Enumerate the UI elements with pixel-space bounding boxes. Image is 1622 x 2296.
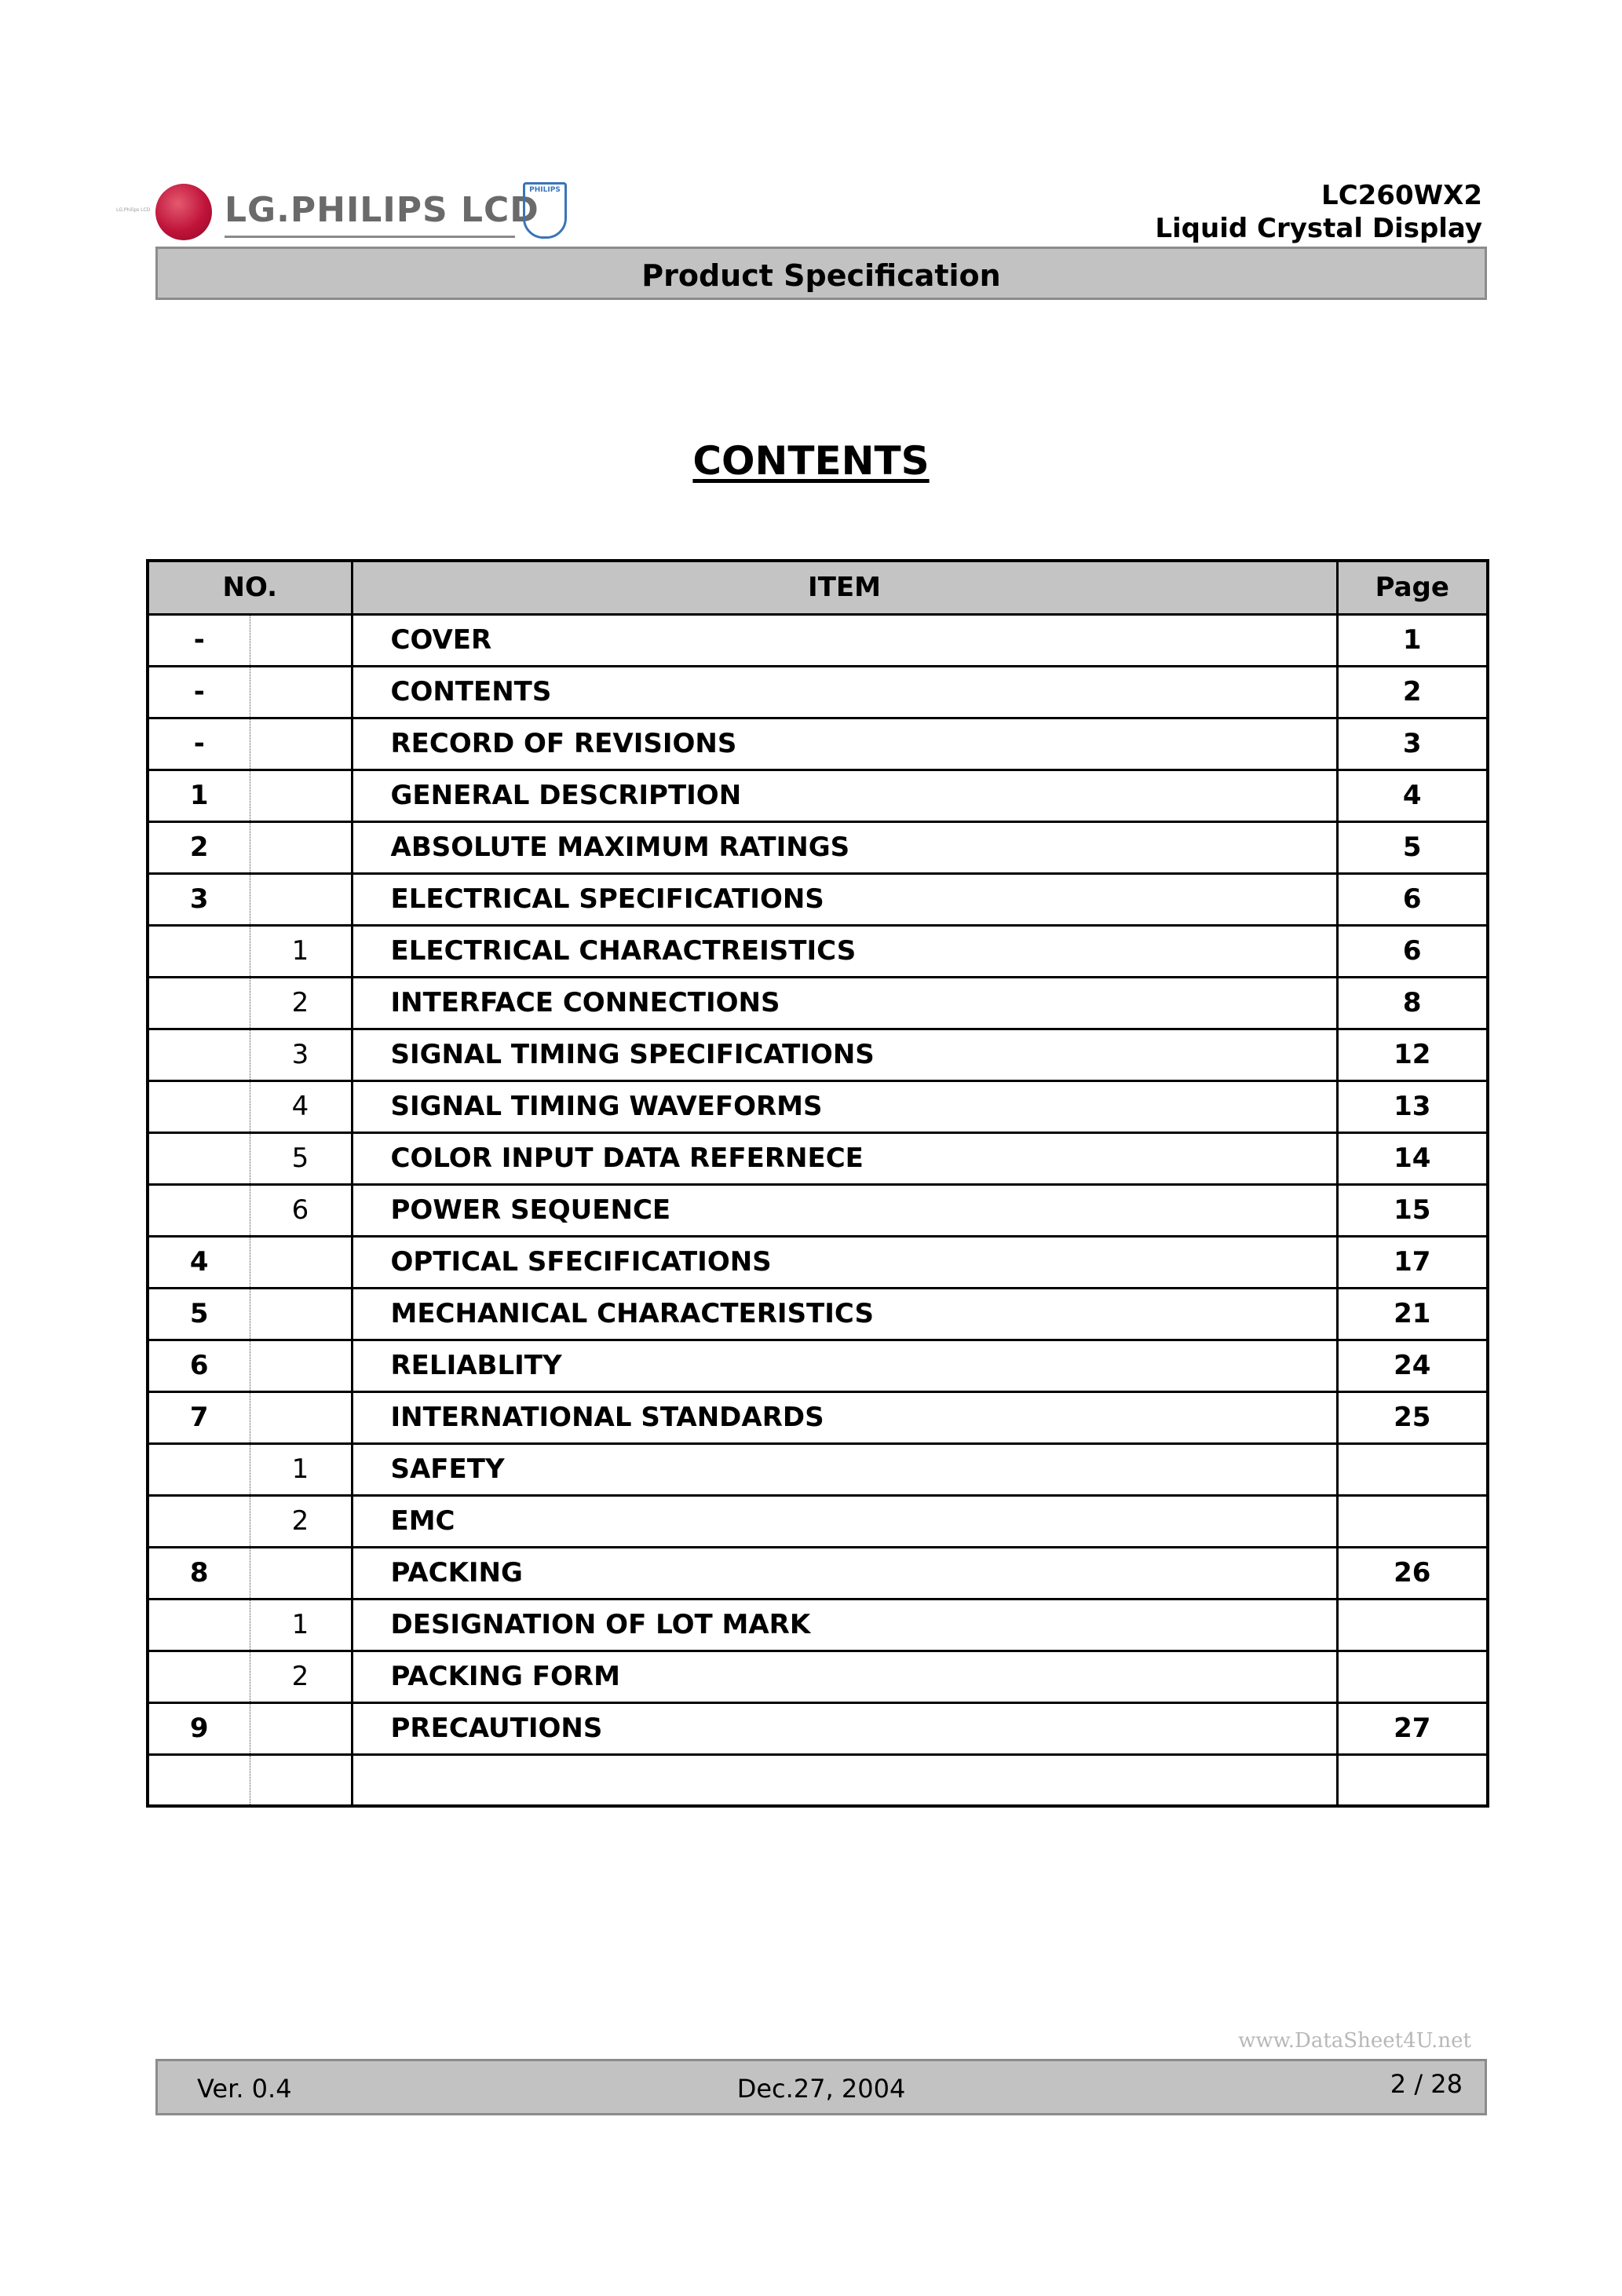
row-page: 6	[1337, 873, 1488, 925]
row-number	[148, 1184, 250, 1236]
table-row	[148, 1702, 1488, 1754]
table-row	[148, 821, 1488, 873]
row-subnumber: 2	[250, 1495, 352, 1547]
row-subnumber	[250, 718, 352, 770]
logo-underline	[225, 236, 515, 238]
row-subnumber	[250, 1702, 352, 1754]
row-number	[148, 977, 250, 1029]
row-page	[1337, 1443, 1488, 1495]
footer-date: Dec.27, 2004	[736, 2074, 906, 2104]
table-row	[148, 1754, 1488, 1806]
table-row	[148, 1184, 1488, 1236]
row-page: 3	[1337, 718, 1488, 770]
row-item: GENERAL DESCRIPTION	[352, 770, 1337, 821]
row-subnumber: 6	[250, 1184, 352, 1236]
table-row	[148, 1599, 1488, 1651]
row-item: ELECTRICAL CHARACTREISTICS	[352, 925, 1337, 977]
table-body	[148, 614, 1488, 1806]
table-header-row	[148, 561, 1488, 614]
footer-version: Ver. 0.4	[197, 2074, 292, 2104]
header-band	[155, 247, 1487, 300]
row-page: 27	[1337, 1702, 1488, 1754]
table-row	[148, 977, 1488, 1029]
table-row	[148, 1288, 1488, 1340]
row-page: 24	[1337, 1340, 1488, 1391]
row-subnumber	[250, 666, 352, 718]
row-subnumber: 1	[250, 1599, 352, 1651]
row-page: 1	[1337, 614, 1488, 666]
row-page: 2	[1337, 666, 1488, 718]
row-number	[148, 1651, 250, 1702]
table-row	[148, 1340, 1488, 1391]
row-page: 12	[1337, 1029, 1488, 1080]
lg-face-icon	[155, 184, 212, 240]
row-number	[148, 1443, 250, 1495]
row-item: INTERFACE CONNECTIONS	[352, 977, 1337, 1029]
row-subnumber	[250, 1547, 352, 1599]
row-subnumber: 1	[250, 925, 352, 977]
row-item: ABSOLUTE MAXIMUM RATINGS	[352, 821, 1337, 873]
row-subnumber	[250, 1754, 352, 1806]
row-item	[352, 1754, 1337, 1806]
row-item: SAFETY	[352, 1443, 1337, 1495]
spec-title: Product Specification	[641, 258, 1001, 293]
row-subnumber	[250, 821, 352, 873]
row-subnumber: 2	[250, 1651, 352, 1702]
document-id	[1155, 179, 1482, 245]
row-item: EMC	[352, 1495, 1337, 1547]
table-row	[148, 873, 1488, 925]
table-row	[148, 1029, 1488, 1080]
row-subnumber	[250, 1236, 352, 1288]
row-page: 26	[1337, 1547, 1488, 1599]
row-subnumber	[250, 770, 352, 821]
row-item: PACKING	[352, 1547, 1337, 1599]
row-number: 2	[148, 821, 250, 873]
page-title: CONTENTS	[692, 438, 930, 484]
table-row	[148, 925, 1488, 977]
row-subnumber	[250, 873, 352, 925]
row-page: 21	[1337, 1288, 1488, 1340]
row-number	[148, 1754, 250, 1806]
row-item: CONTENTS	[352, 666, 1337, 718]
row-item: DESIGNATION OF LOT MARK	[352, 1599, 1337, 1651]
table-row	[148, 1443, 1488, 1495]
row-page: 17	[1337, 1236, 1488, 1288]
product-type: Liquid Crystal Display	[1155, 213, 1482, 244]
table-row	[148, 614, 1488, 666]
row-subnumber	[250, 1288, 352, 1340]
row-item: SIGNAL TIMING SPECIFICATIONS	[352, 1029, 1337, 1080]
row-subnumber: 1	[250, 1443, 352, 1495]
shield-label: PHILIPS	[529, 186, 561, 194]
row-page: 14	[1337, 1132, 1488, 1184]
row-item: RELIABLITY	[352, 1340, 1337, 1391]
row-item: SIGNAL TIMING WAVEFORMS	[352, 1080, 1337, 1132]
row-page	[1337, 1599, 1488, 1651]
company-logo	[116, 176, 579, 254]
row-page: 5	[1337, 821, 1488, 873]
row-page: 6	[1337, 925, 1488, 977]
header-item: ITEM	[352, 561, 1337, 614]
row-page: 8	[1337, 977, 1488, 1029]
footer-band	[155, 2059, 1487, 2115]
header-page: Page	[1337, 561, 1488, 614]
row-page	[1337, 1651, 1488, 1702]
row-item: INTERNATIONAL STANDARDS	[352, 1391, 1337, 1443]
row-number: -	[148, 614, 250, 666]
row-number: 6	[148, 1340, 250, 1391]
row-page: 4	[1337, 770, 1488, 821]
row-number: -	[148, 666, 250, 718]
logo-wordmark: LG.PHILIPS LCD	[225, 190, 539, 230]
row-item: PRECAUTIONS	[352, 1702, 1337, 1754]
row-item: COLOR INPUT DATA REFERNECE	[352, 1132, 1337, 1184]
row-item: PACKING FORM	[352, 1651, 1337, 1702]
row-subnumber	[250, 1391, 352, 1443]
table-row	[148, 1080, 1488, 1132]
row-subnumber	[250, 1340, 352, 1391]
table-row	[148, 1132, 1488, 1184]
table-row	[148, 770, 1488, 821]
row-subnumber: 3	[250, 1029, 352, 1080]
row-subnumber: 2	[250, 977, 352, 1029]
row-item: POWER SEQUENCE	[352, 1184, 1337, 1236]
row-number: -	[148, 718, 250, 770]
watermark: www.DataSheet4U.net	[1238, 2029, 1471, 2053]
contents-table	[146, 559, 1489, 1808]
table-row	[148, 1651, 1488, 1702]
row-item: MECHANICAL CHARACTERISTICS	[352, 1288, 1337, 1340]
table-row	[148, 1547, 1488, 1599]
row-subnumber: 5	[250, 1132, 352, 1184]
row-number: 4	[148, 1236, 250, 1288]
row-number: 1	[148, 770, 250, 821]
row-page: 25	[1337, 1391, 1488, 1443]
table-row	[148, 1236, 1488, 1288]
table-row	[148, 1495, 1488, 1547]
row-item: RECORD OF REVISIONS	[352, 718, 1337, 770]
row-number	[148, 1132, 250, 1184]
row-number: 3	[148, 873, 250, 925]
model-number: LC260WX2	[1321, 180, 1482, 211]
footer-page-number: 2 / 28	[1390, 2069, 1463, 2099]
row-number	[148, 1495, 250, 1547]
philips-shield-icon	[523, 182, 567, 239]
row-number: 9	[148, 1702, 250, 1754]
table-row	[148, 666, 1488, 718]
row-subnumber: 4	[250, 1080, 352, 1132]
header-no: NO.	[148, 561, 352, 614]
row-number: 8	[148, 1547, 250, 1599]
row-number	[148, 1599, 250, 1651]
logo-small-text: LG.Philips LCD	[116, 207, 151, 213]
table-row	[148, 718, 1488, 770]
row-page	[1337, 1495, 1488, 1547]
row-page: 15	[1337, 1184, 1488, 1236]
table-row	[148, 1391, 1488, 1443]
row-page: 13	[1337, 1080, 1488, 1132]
row-item: COVER	[352, 614, 1337, 666]
row-item: ELECTRICAL SPECIFICATIONS	[352, 873, 1337, 925]
row-number	[148, 1080, 250, 1132]
row-subnumber	[250, 614, 352, 666]
row-page	[1337, 1754, 1488, 1806]
row-number: 5	[148, 1288, 250, 1340]
row-number: 7	[148, 1391, 250, 1443]
row-number	[148, 925, 250, 977]
row-number	[148, 1029, 250, 1080]
row-item: OPTICAL SFECIFICATIONS	[352, 1236, 1337, 1288]
